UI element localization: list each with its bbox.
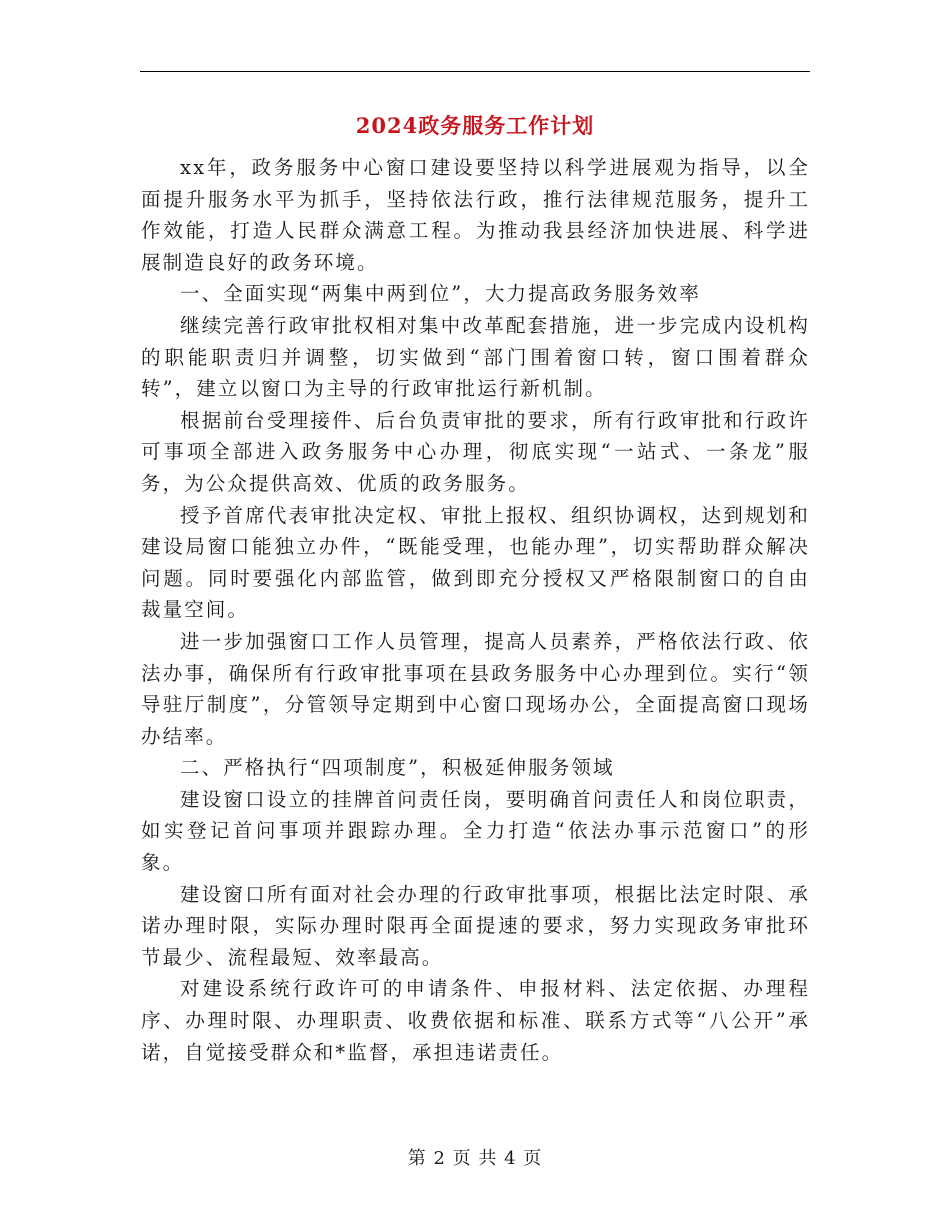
paragraph: 进一步加强窗口工作人员管理，提高人员素养，严格依法行政、依法办事，确保所有行政审批事项在县政务服务中心办理到位。实行“领导驻厅制度”，分管领导定期到中心窗口现场办公，全面提高窗口现场办结率。 bbox=[141, 629, 810, 748]
document-body bbox=[141, 152, 810, 1068]
page-number: 第 2 页 共 4 页 bbox=[407, 1148, 543, 1169]
paragraph: 对建设系统行政许可的申请条件、申报材料、法定依据、办理程序、办理时限、办理职责、收费依据和标准、联系方式等“八公开”承诺，自觉接受群众和*监督，承担违诺责任。 bbox=[141, 977, 810, 1064]
paragraph: 继续完善行政审批权相对集中改革配套措施，进一步完成内设机构的职能职责归并调整，切实做到“部门围着窗口转，窗口围着群众转”，建立以窗口为主导的行政审批运行新机制。 bbox=[141, 313, 810, 401]
document-title: 2024政务服务工作计划 bbox=[355, 113, 595, 138]
section-heading: 二、严格执行“四项制度”，积极延伸服务领域 bbox=[180, 756, 615, 780]
paragraph: xx年，政务服务中心窗口建设要坚持以科学进展观为指导，以全面提升服务水平为抓手，坚持依法行政，推行法律规范服务，提升工作效能，打造人民群众满意工程。为推动我县经济加快进展、科学进展制造良好的政务环境。 bbox=[141, 156, 810, 274]
header-rule bbox=[140, 71, 810, 72]
paragraph: 根据前台受理接件、后台负责审批的要求，所有行政审批和行政许可事项全部进入政务服务中心办理，彻底实现“一站式、一条龙”服务，为公众提供高效、优质的政务服务。 bbox=[141, 408, 810, 495]
paragraph: 建设窗口所有面对社会办理的行政审批事项，根据比法定时限、承诺办理时限，实际办理时限再全面提速的要求，努力实现政务审批环节最少、流程最短、效率最高。 bbox=[141, 882, 810, 969]
section-heading: 一、全面实现“两集中两到位”，大力提高政务服务效率 bbox=[180, 282, 701, 306]
page-footer bbox=[0, 1147, 950, 1171]
paragraph: 授予首席代表审批决定权、审批上报权、组织协调权，达到规划和建设局窗口能独立办件，“既能受理，也能办理”，切实帮助群众解决问题。同时要强化内部监管，做到即充分授权又严格限制窗口的自由裁量空间。 bbox=[141, 503, 810, 622]
paragraph: 建设窗口设立的挂牌首问责任岗，要明确首问责任人和岗位职责，如实登记首问事项并跟踪办理。全力打造“依法办事示范窗口”的形象。 bbox=[141, 787, 810, 875]
